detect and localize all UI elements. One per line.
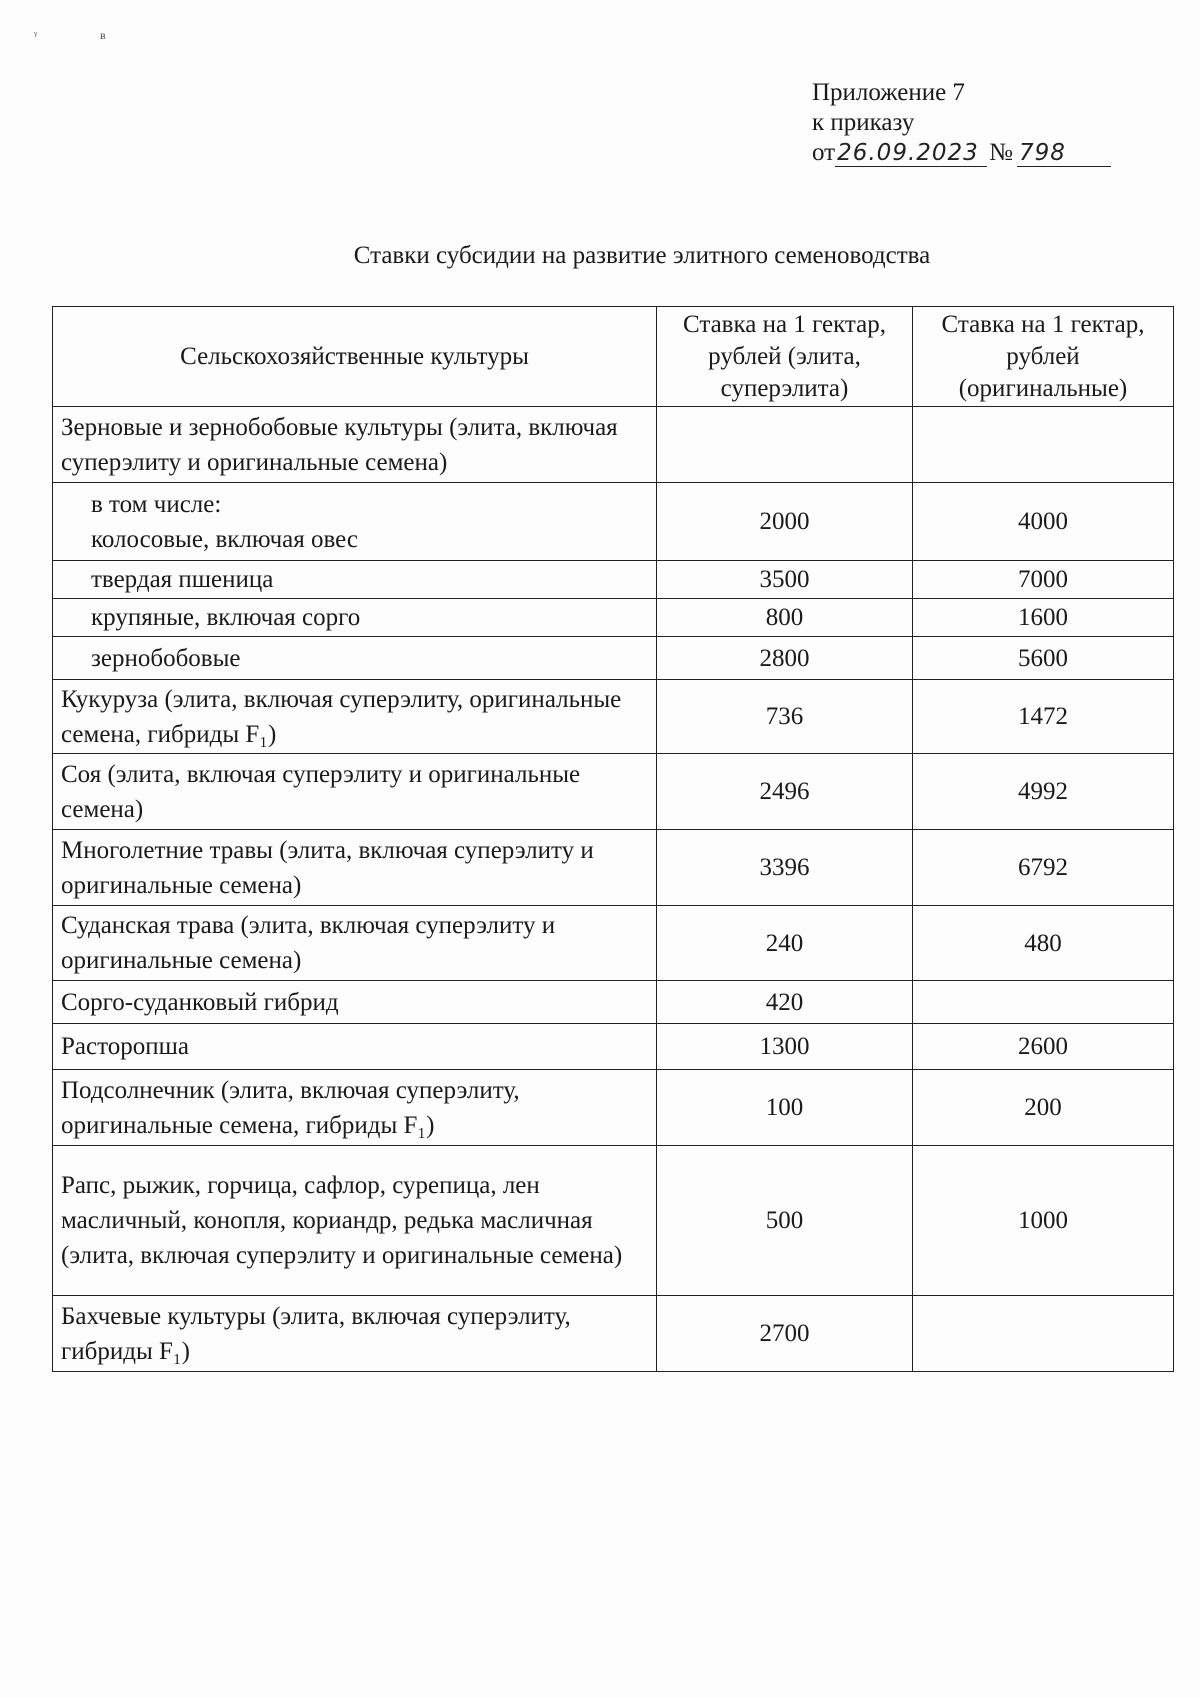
column-header-crops: Сельскохозяйственные культуры (53, 307, 657, 407)
appendix-label: Приложение 7 (812, 79, 965, 106)
original-rate: 6792 (913, 830, 1174, 906)
crop-name: Зерновые и зернобобовые культуры (элита, включая суперэлиту и оригинальные семена) (53, 407, 657, 483)
original-rate (913, 407, 1174, 483)
crop-name: в том числе: колосовые, включая овес (53, 483, 657, 561)
crop-name: Расторопша (53, 1024, 657, 1070)
table-row (53, 754, 1174, 830)
column-header-elite-rate: Ставка на 1 гектар, рублей (элита, суперэлита) (657, 307, 913, 407)
table-row (53, 1146, 1174, 1296)
table-header-row (53, 307, 1174, 407)
crop-name: Многолетние травы (элита, включая суперэлиту и оригинальные семена) (53, 830, 657, 906)
original-rate: 7000 (913, 561, 1174, 599)
original-rate: 200 (913, 1070, 1174, 1146)
scan-mark: ʙ (100, 28, 106, 42)
appendix-header (812, 78, 1111, 168)
table-row (53, 483, 1174, 561)
crop-name: твердая пшеница (53, 561, 657, 599)
original-rate: 1000 (913, 1146, 1174, 1296)
elite-rate: 2496 (657, 754, 913, 830)
elite-rate: 800 (657, 599, 913, 637)
elite-rate: 420 (657, 981, 913, 1024)
order-date-handwritten: 26.09.2023 (835, 140, 987, 167)
table-row (53, 407, 1174, 483)
crop-name: Сорго-суданковый гибрид (53, 981, 657, 1024)
elite-rate: 2800 (657, 637, 913, 680)
column-header-original-rate: Ставка на 1 гектар, рублей (оригинальные) (913, 307, 1174, 407)
table-row (53, 1296, 1174, 1372)
elite-rate: 1300 (657, 1024, 913, 1070)
to-order-label: к приказу (812, 109, 915, 136)
original-rate (913, 1296, 1174, 1372)
elite-rate: 2700 (657, 1296, 913, 1372)
table-row (53, 561, 1174, 599)
table-row (53, 906, 1174, 981)
elite-rate: 500 (657, 1146, 913, 1296)
table-row (53, 680, 1174, 754)
original-rate (913, 981, 1174, 1024)
original-rate: 4000 (913, 483, 1174, 561)
crop-name: Рапс, рыжик, горчица, сафлор, сурепица, лен масличный, конопля, кориандр, редька масличная (элита, включая суперэлиту и оригинальные семена) (53, 1146, 657, 1296)
original-rate: 5600 (913, 637, 1174, 680)
subsidy-rates-table (52, 306, 1174, 1372)
elite-rate: 736 (657, 680, 913, 754)
table-row (53, 830, 1174, 906)
elite-rate: 100 (657, 1070, 913, 1146)
crop-name: зернобобовые (53, 637, 657, 680)
original-rate: 1472 (913, 680, 1174, 754)
order-reference (812, 138, 1111, 168)
table-row (53, 1024, 1174, 1070)
crop-name: Соя (элита, включая суперэлиту и оригинальные семена) (53, 754, 657, 830)
table-row (53, 981, 1174, 1024)
crop-name: крупяные, включая сорго (53, 599, 657, 637)
original-rate: 480 (913, 906, 1174, 981)
crop-name: Суданская трава (элита, включая суперэлиту и оригинальные семена) (53, 906, 657, 981)
table-row (53, 637, 1174, 680)
original-rate: 1600 (913, 599, 1174, 637)
elite-rate: 3396 (657, 830, 913, 906)
original-rate: 4992 (913, 754, 1174, 830)
scan-mark: ᵞ (34, 28, 38, 42)
order-number-handwritten: 798 (1017, 140, 1111, 167)
elite-rate: 3500 (657, 561, 913, 599)
elite-rate (657, 407, 913, 483)
elite-rate: 240 (657, 906, 913, 981)
from-label: от (812, 139, 836, 166)
crop-name: Кукуруза (элита, включая суперэлиту, оригинальные семена, гибриды F₁) (53, 680, 657, 754)
table-row (53, 599, 1174, 637)
number-sign: № (989, 139, 1013, 166)
original-rate: 2600 (913, 1024, 1174, 1070)
crop-name: Бахчевые культуры (элита, включая суперэлиту, гибриды F₁) (53, 1296, 657, 1372)
table-row (53, 1070, 1174, 1146)
crop-name: Подсолнечник (элита, включая суперэлиту, оригинальные семена, гибриды F₁) (53, 1070, 657, 1146)
elite-rate: 2000 (657, 483, 913, 561)
document-title: Ставки субсидии на развитие элитного семеноводства (353, 242, 931, 269)
